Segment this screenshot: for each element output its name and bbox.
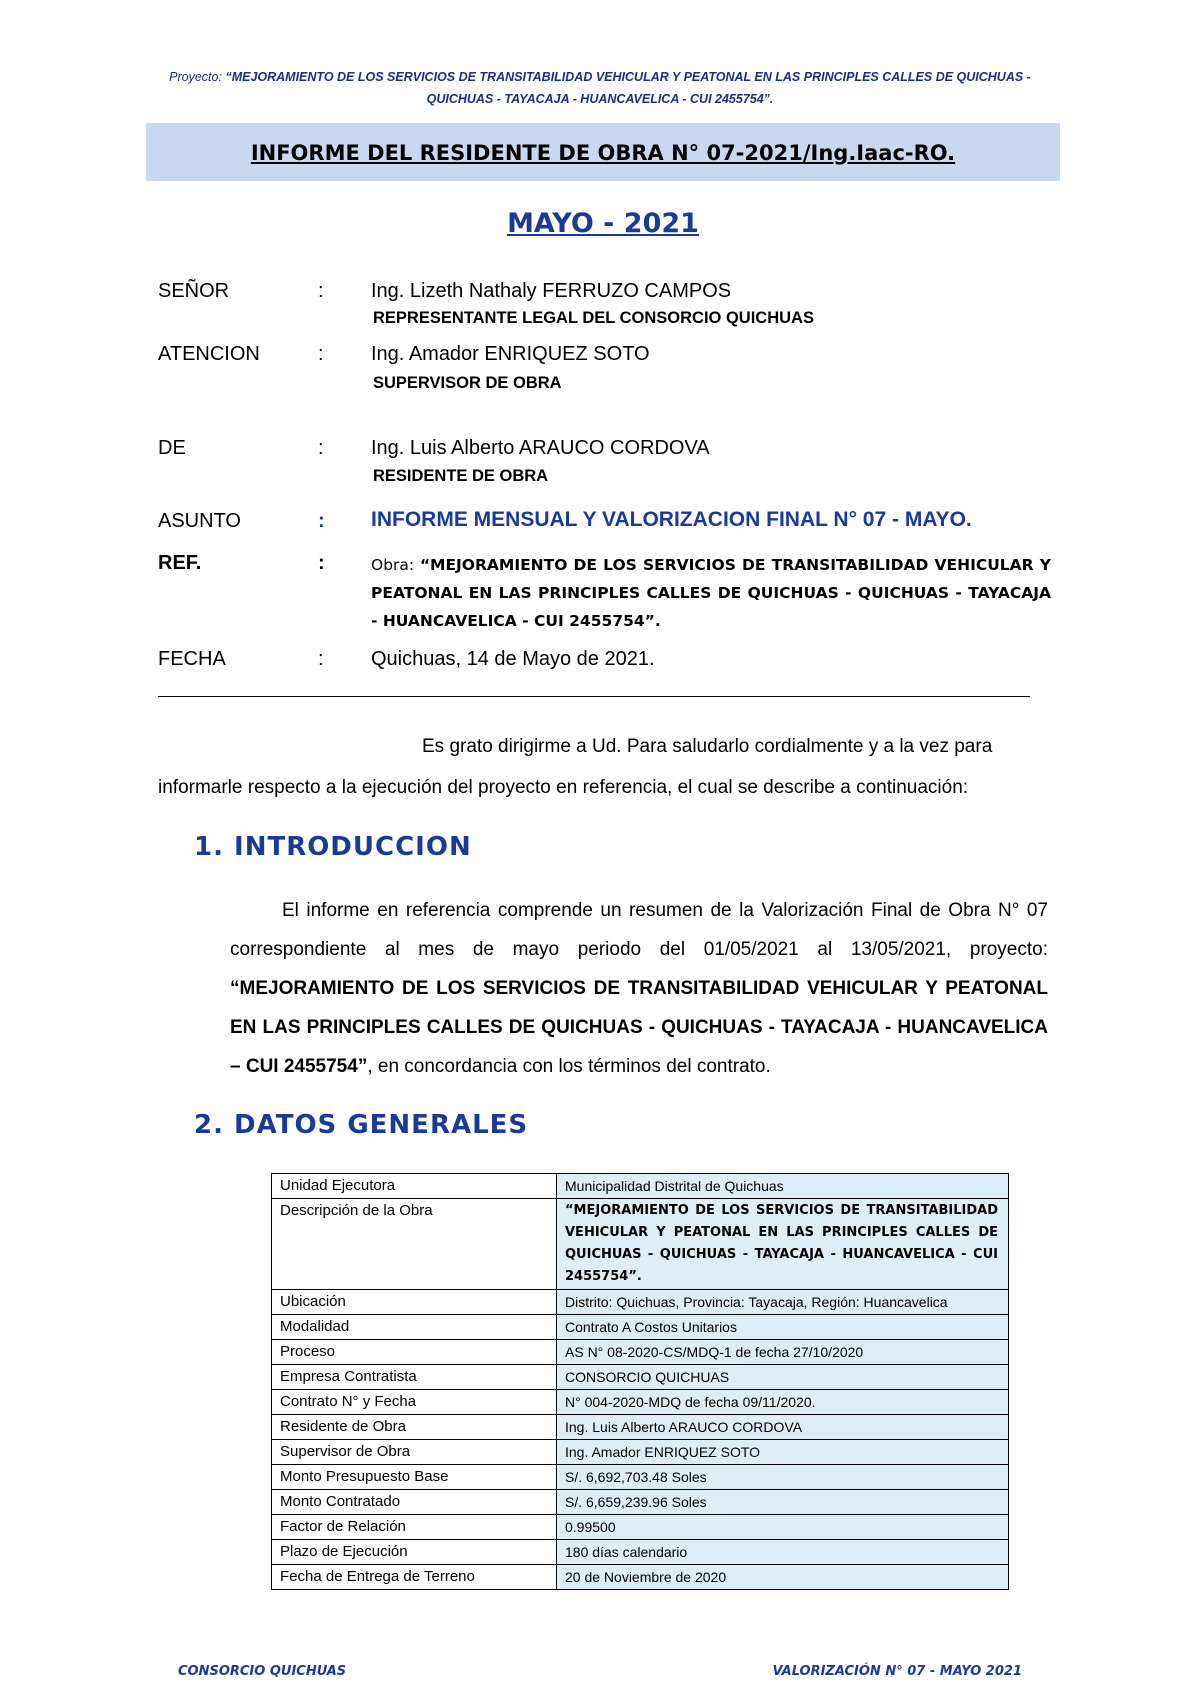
table-row bbox=[272, 1440, 1009, 1465]
atencion-label: ATENCION bbox=[158, 343, 260, 365]
table-row bbox=[272, 1290, 1009, 1315]
footer-valuation: VALORIZACIÓN N° 07 - MAYO 2021 bbox=[772, 1664, 1022, 1679]
row-key: Fecha de Entrega de Terreno bbox=[272, 1565, 557, 1590]
senor-colon: : bbox=[318, 280, 324, 302]
de-colon: : bbox=[318, 437, 324, 459]
row-key: Contrato N° y Fecha bbox=[272, 1390, 557, 1415]
row-key: Residente de Obra bbox=[272, 1415, 557, 1440]
row-value: 0.99500 bbox=[557, 1515, 1009, 1540]
row-key: Factor de Relación bbox=[272, 1515, 557, 1540]
senor-name: Ing. Lizeth Nathaly FERRUZO CAMPOS bbox=[371, 280, 732, 302]
intro-paragraph bbox=[158, 727, 1048, 807]
row-key: Empresa Contratista bbox=[272, 1365, 557, 1390]
row-value: S/. 6,692,703.48 Soles bbox=[557, 1465, 1009, 1490]
report-month: MAYO - 2021 bbox=[507, 208, 699, 239]
asunto-colon: : bbox=[318, 510, 325, 532]
row-value: 180 días calendario bbox=[557, 1540, 1009, 1565]
ref-text-block bbox=[371, 551, 1051, 635]
table-row bbox=[272, 1515, 1009, 1540]
section-1-heading: 1. INTRODUCCION bbox=[194, 832, 472, 862]
row-key: Modalidad bbox=[272, 1315, 557, 1340]
de-label: DE bbox=[158, 437, 186, 459]
ref-prefix: Obra: bbox=[371, 556, 415, 574]
section-2-heading: 2. DATOS GENERALES bbox=[194, 1110, 529, 1140]
row-key: Supervisor de Obra bbox=[272, 1440, 557, 1465]
row-value: Contrato A Costos Unitarios bbox=[557, 1315, 1009, 1340]
row-value: Ing. Amador ENRIQUEZ SOTO bbox=[557, 1440, 1009, 1465]
ref-label: REF. bbox=[158, 552, 202, 574]
section-1-paragraph bbox=[230, 891, 1048, 1086]
row-value: “MEJORAMIENTO DE LOS SERVICIOS DE TRANSITABILIDAD VEHICULAR Y PEATONAL EN LAS PRINCIPLES CALLES DE QUICHUAS - QUICHUAS - TAYACAJA - HUANCAVELICA - CUI 2455754”. bbox=[557, 1199, 1009, 1290]
section-1-project-name: “MEJORAMIENTO DE LOS SERVICIOS DE TRANSITABILIDAD VEHICULAR Y PEATONAL EN LAS PRINCIPLES CALLES DE QUICHUAS - QUICHUAS - TAYACAJA - HUANCAVELICA – CUI 2455754” bbox=[230, 978, 1048, 1077]
table-row bbox=[272, 1315, 1009, 1340]
intro-line-1: Es grato dirigirme a Ud. Para saludarlo cordialmente y a la vez para bbox=[422, 736, 993, 757]
table-row bbox=[272, 1540, 1009, 1565]
de-role: RESIDENTE DE OBRA bbox=[373, 467, 549, 485]
table-row bbox=[272, 1490, 1009, 1515]
table-row bbox=[272, 1199, 1009, 1290]
row-value: CONSORCIO QUICHUAS bbox=[557, 1365, 1009, 1390]
row-value: S/. 6,659,239.96 Soles bbox=[557, 1490, 1009, 1515]
de-name: Ing. Luis Alberto ARAUCO CORDOVA bbox=[371, 437, 710, 459]
row-value: Municipalidad Distrital de Quichuas bbox=[557, 1174, 1009, 1199]
row-key: Monto Contratado bbox=[272, 1490, 557, 1515]
asunto-text: INFORME MENSUAL Y VALORIZACION FINAL N° 07 - MAYO. bbox=[371, 508, 972, 531]
row-value: 20 de Noviembre de 2020 bbox=[557, 1565, 1009, 1590]
table-row bbox=[272, 1390, 1009, 1415]
footer-company: CONSORCIO QUICHUAS bbox=[178, 1664, 347, 1679]
report-title-box bbox=[146, 123, 1060, 181]
project-text: “MEJORAMIENTO DE LOS SERVICIOS DE TRANSITABILIDAD VEHICULAR Y PEATONAL EN LAS PRINCIPLES CALLES DE QUICHUAS - QUICHUAS - TAYACAJA - HUANCAVELICA - CUI 2455754”. bbox=[225, 70, 1031, 106]
row-key: Monto Presupuesto Base bbox=[272, 1465, 557, 1490]
table-row bbox=[272, 1565, 1009, 1590]
row-key: Proceso bbox=[272, 1340, 557, 1365]
table-row bbox=[272, 1465, 1009, 1490]
ref-project-name: “MEJORAMIENTO DE LOS SERVICIOS DE TRANSITABILIDAD VEHICULAR Y PEATONAL EN LAS PRINCIPLES CALLES DE QUICHUAS - QUICHUAS - TAYACAJA - HUANCAVELICA - CUI 2455754”. bbox=[371, 556, 1051, 630]
ref-colon: : bbox=[318, 552, 325, 574]
row-key: Plazo de Ejecución bbox=[272, 1540, 557, 1565]
atencion-colon: : bbox=[318, 343, 324, 365]
general-data-table bbox=[271, 1173, 1009, 1590]
fecha-label: FECHA bbox=[158, 648, 226, 670]
table-row bbox=[272, 1174, 1009, 1199]
asunto-label: ASUNTO bbox=[158, 510, 241, 532]
header-divider bbox=[158, 696, 1030, 697]
table-row bbox=[272, 1415, 1009, 1440]
intro-line-2: informarle respecto a la ejecución del proyecto en referencia, el cual se describe a continuación: bbox=[158, 777, 969, 798]
row-key: Ubicación bbox=[272, 1290, 557, 1315]
atencion-role: SUPERVISOR DE OBRA bbox=[373, 374, 562, 392]
senor-label: SEÑOR bbox=[158, 280, 230, 302]
table-row bbox=[272, 1365, 1009, 1390]
row-key: Unidad Ejecutora bbox=[272, 1174, 557, 1199]
project-header bbox=[150, 66, 1050, 110]
row-key: Descripción de la Obra bbox=[272, 1199, 557, 1290]
section-1-text-start: El informe en referencia comprende un resumen de la Valorización Final de Obra N° 07 correspondiente al mes de mayo periodo del 01/05/2021 al 13/05/2021, proyecto: bbox=[230, 900, 1048, 960]
section-1-text-end: , en concordancia con los términos del contrato. bbox=[367, 1056, 771, 1077]
project-label: Proyecto: bbox=[169, 70, 222, 84]
senor-role: REPRESENTANTE LEGAL DEL CONSORCIO QUICHUAS bbox=[373, 309, 814, 327]
atencion-name: Ing. Amador ENRIQUEZ SOTO bbox=[371, 343, 650, 365]
fecha-text: Quichuas, 14 de Mayo de 2021. bbox=[371, 648, 655, 670]
report-title: INFORME DEL RESIDENTE DE OBRA N° 07-2021/Ing.Iaac-RO. bbox=[250, 141, 956, 165]
fecha-colon: : bbox=[318, 648, 324, 670]
row-value: N° 004-2020-MDQ de fecha 09/11/2020. bbox=[557, 1390, 1009, 1415]
row-value: Ing. Luis Alberto ARAUCO CORDOVA bbox=[557, 1415, 1009, 1440]
row-value: AS N° 08-2020-CS/MDQ-1 de fecha 27/10/2020 bbox=[557, 1340, 1009, 1365]
table-row bbox=[272, 1340, 1009, 1365]
row-value: Distrito: Quichuas, Provincia: Tayacaja, Región: Huancavelica bbox=[557, 1290, 1009, 1315]
